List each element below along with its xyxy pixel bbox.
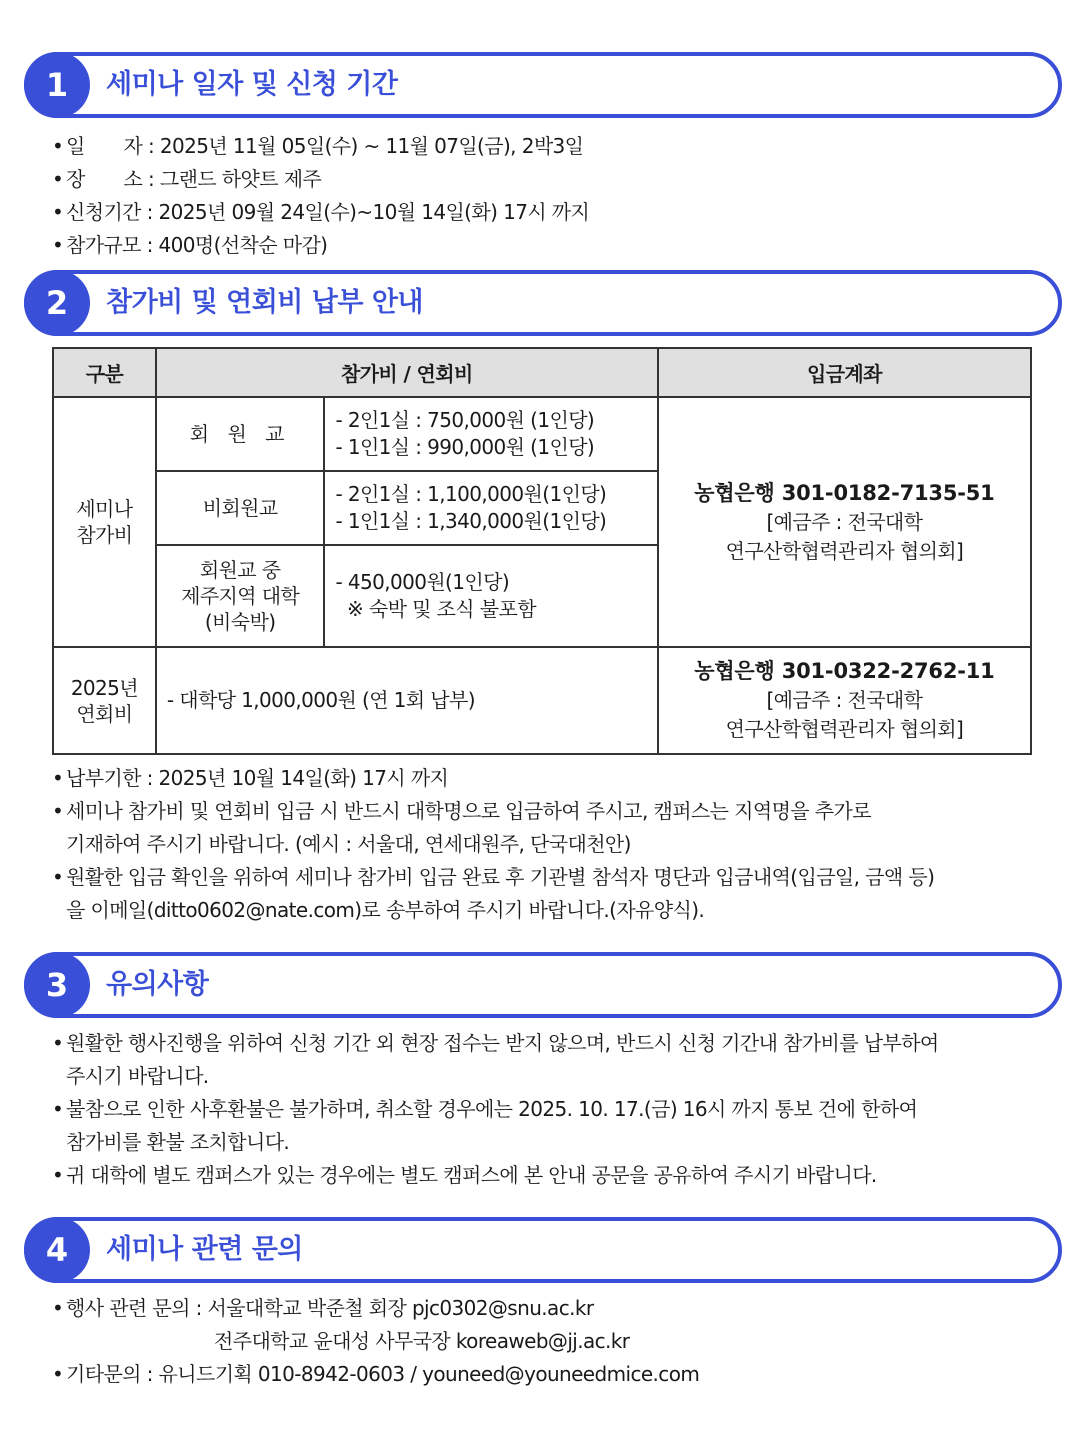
section-title: 유의사항: [106, 969, 209, 1000]
bank-account-2: [658, 647, 1031, 754]
bank-account-1: [658, 397, 1031, 647]
fee-table: [52, 347, 1032, 755]
fee-detail: - 2인1실 : 750,000원 (1인당) - 1인1실 : 990,000원 (1인당): [324, 397, 657, 471]
section-4-header: [24, 1217, 1062, 1283]
account-holder: 연구산학협력관리자 협의회]: [725, 538, 964, 563]
section-title: 참가비 및 연회비 납부 안내: [106, 287, 424, 318]
header-fee: 참가비 / 연회비: [156, 348, 658, 397]
member-type: 비회원교: [156, 471, 325, 545]
schedule-list: [52, 130, 589, 262]
account-number: 농협은행 301-0322-2762-11: [694, 659, 995, 683]
payment-notes: [52, 762, 934, 927]
list-item: • 납부기한 : 2025년 10월 14일(화) 17시 까지: [52, 762, 934, 795]
header-account: 입금계좌: [658, 348, 1031, 397]
list-item: • 참가규모 : 400명(선착순 마감): [52, 229, 589, 262]
account-holder: 연구산학협력관리자 협의회]: [725, 717, 964, 741]
caution-notes: [52, 1027, 939, 1192]
contact-list: [52, 1292, 699, 1391]
table-row: [53, 647, 1031, 754]
section-number: 1: [24, 52, 90, 118]
account-holder: [예금주 : 전국대학: [766, 688, 923, 712]
section-number: 4: [24, 1217, 90, 1283]
section-number: 3: [24, 952, 90, 1018]
section-title: 세미나 관련 문의: [106, 1234, 303, 1265]
member-type: 회 원 교: [156, 397, 325, 471]
account-number: 농협은행 301-0182-7135-51: [694, 480, 995, 505]
seminar-fee-label: 세미나 참가비: [53, 397, 156, 647]
table-header-row: [53, 348, 1031, 397]
table-row: [53, 397, 1031, 471]
fee-detail: - 450,000원(1인당) ※ 숙박 및 조식 불포함: [324, 545, 657, 647]
annual-fee-detail: - 대학당 1,000,000원 (연 1회 납부): [156, 647, 658, 754]
annual-fee-label: 2025년 연회비: [53, 647, 156, 754]
list-item: • 세미나 참가비 및 연회비 입금 시 반드시 대학명으로 입금하여 주시고, 캠퍼스는 지역명을 추가로: [52, 795, 934, 828]
section-title: 세미나 일자 및 신청 기간: [106, 69, 398, 100]
account-holder: [예금주 : 전국대학: [766, 509, 923, 534]
list-item: • 신청기간 : 2025년 09월 24일(수)~10월 14일(화) 17시 까지: [52, 196, 589, 229]
list-item: • 귀 대학에 별도 캠퍼스가 있는 경우에는 별도 캠퍼스에 본 안내 공문을 공유하여 주시기 바랍니다.: [52, 1159, 939, 1192]
header-category: 구분: [53, 348, 156, 397]
list-item: • 원활한 행사진행을 위하여 신청 기간 외 현장 접수는 받지 않으며, 반드시 신청 기간내 참가비를 납부하여: [52, 1027, 939, 1060]
list-item: • 행사 관련 문의 : 서울대학교 박준철 회장 pjc0302@snu.ac.kr: [52, 1292, 699, 1325]
list-item-continued: 을 이메일(ditto0602@nate.com)로 송부하여 주시기 바랍니다.(자유양식).: [66, 898, 705, 922]
list-item-continued: 참가비를 환불 조치합니다.: [66, 1130, 290, 1154]
list-item: • 불참으로 인한 사후환불은 불가하며, 취소할 경우에는 2025. 10. 17.(금) 16시 까지 통보 건에 한하여: [52, 1093, 939, 1126]
section-1-header: [24, 52, 1062, 118]
list-item: • 장 소 : 그랜드 하얏트 제주: [52, 163, 589, 196]
list-item-continued: 주시기 바랍니다.: [66, 1064, 209, 1088]
list-item-continued: 기재하여 주시기 바랍니다. (예시 : 서울대, 연세대원주, 단국대천안): [66, 832, 631, 856]
section-number: 2: [24, 270, 90, 336]
fee-detail: - 2인1실 : 1,100,000원(1인당) - 1인1실 : 1,340,000원(1인당): [324, 471, 657, 545]
section-3-header: [24, 952, 1062, 1018]
list-item: • 원활한 입금 확인을 위하여 세미나 참가비 입금 완료 후 기관별 참석자 명단과 입금내역(입금일, 금액 등): [52, 861, 934, 894]
list-item: • 일 자 : 2025년 11월 05일(수) ~ 11월 07일(금), 2박3일: [52, 130, 589, 163]
list-item-continued: 전주대학교 윤대성 사무국장 koreaweb@jj.ac.kr: [214, 1329, 630, 1353]
section-2-header: [24, 270, 1062, 336]
list-item: • 기타문의 : 유니드기획 010-8942-0603 / youneed@youneedmice.com: [52, 1358, 699, 1391]
member-type: 회원교 중 제주지역 대학 (비숙박): [156, 545, 325, 647]
